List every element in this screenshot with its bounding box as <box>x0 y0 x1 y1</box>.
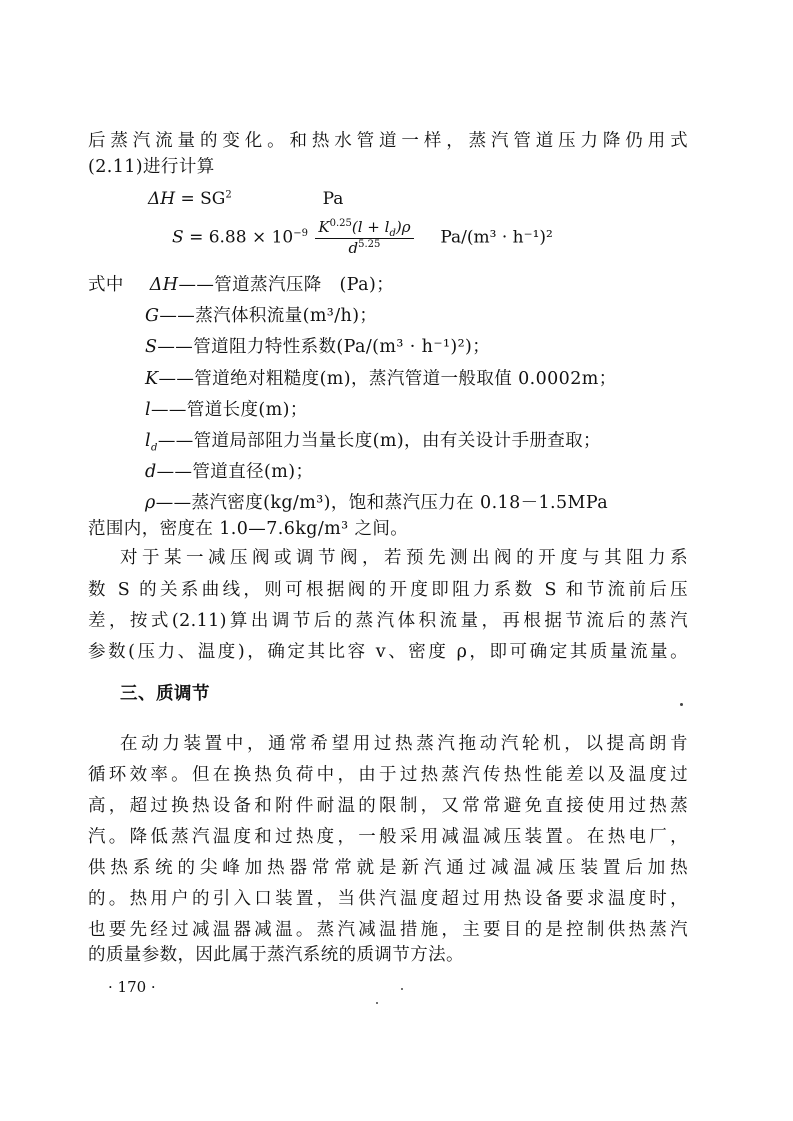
quality-line-4: 汽。降低蒸汽温度和过热度，一般采用减温减压装置。在热电厂， <box>88 827 688 847</box>
definition-row-2 <box>145 303 688 329</box>
definition-row-3 <box>145 334 688 360</box>
def-symbol-ld: l <box>145 431 151 451</box>
quality-line-3: 高，超过换热设备和附件耐温的限制，又常常避免直接使用过热蒸 <box>88 796 688 816</box>
def-symbol-d: d <box>145 462 157 482</box>
def-symbol-s: S <box>145 337 158 357</box>
valve-line-4: 参数(压力、温度)，确定其比容 v、密度 ρ，即可确定其质量流量。 <box>88 642 688 662</box>
valve-line-3: 差，按式(2.11)算出调节后的蒸汽体积流量，再根据节流后的蒸汽 <box>88 611 688 631</box>
definition-row-8 <box>145 490 688 516</box>
def-symbol-ld-sub: d <box>151 442 158 454</box>
quality-line-6: 的。热用户的引入口装置，当供汽温度超过用热设备要求温度时， <box>88 889 688 909</box>
def-symbol-delta-h: ΔH <box>149 275 179 295</box>
definition-row-1 <box>88 272 688 298</box>
formula2-coef: = 6.88 × 10 <box>189 227 294 248</box>
formula-pressure-drop <box>148 186 343 212</box>
def-text-delta-h: ——管道蒸汽压降 (Pa)； <box>178 275 395 295</box>
intro-line-1: 后蒸汽流量的变化。和热水管道一样，蒸汽管道压力降仍用式 <box>88 131 688 151</box>
definitions-intro: 式中 <box>88 275 124 295</box>
formula2-fraction <box>315 218 413 258</box>
def-symbol-k: K <box>145 369 159 389</box>
scan-speck <box>376 1002 378 1004</box>
def-text-k: ——管道绝对粗糙度(m)，蒸汽管道一般取值 0.0002m； <box>158 369 617 389</box>
formula1-exp: 2 <box>225 189 232 201</box>
definition-row-5 <box>145 397 688 423</box>
page-number: · 170 · <box>108 978 156 996</box>
formula2-unit: Pa/(m³ · h⁻¹)² <box>440 227 553 248</box>
quality-line-7: 也要先经过减温器减温。蒸汽减温措施，主要目的是控制供热蒸汽 <box>88 920 688 940</box>
section-heading: 三、质调节 <box>120 684 210 704</box>
def-symbol-rho: ρ <box>145 493 156 513</box>
formula2-denominator: $d^{5.25}$ <box>348 239 381 257</box>
formula1-lhs: ΔH <box>148 189 176 209</box>
quality-line-1: 在动力装置中，通常希望用过热蒸汽拖动汽轮机，以提高朗肯 <box>120 734 688 754</box>
scan-speck <box>680 703 683 706</box>
def-text-d: ——管道直径(m)； <box>156 462 314 482</box>
def-text-s: ——管道阻力特性系数(Pa/(m³ · h⁻¹)²)； <box>157 337 491 357</box>
def-text-l: ——管道长度(m)； <box>151 400 308 420</box>
def-symbol-l: l <box>145 400 151 420</box>
intro-line-2: (2.11)进行计算 <box>88 157 215 177</box>
formula-resistance <box>172 218 553 258</box>
definition-row-4 <box>145 366 688 392</box>
definition-row-6 <box>145 428 688 454</box>
valve-line-1: 对于某一减压阀或调节阀，若预先测出阀的开度与其阻力系 <box>120 548 688 568</box>
def-text-rho: ——蒸汽密度(kg/m³)，饱和蒸汽压力在 0.18－1.5MPa <box>155 493 609 513</box>
def-text-ld: ——管道局部阻力当量长度(m)，由有关设计手册查取； <box>157 431 601 451</box>
formula2-coef-exp: −9 <box>293 227 308 239</box>
formula1-unit: Pa <box>322 189 344 209</box>
def-symbol-g: G <box>145 306 160 326</box>
formula2-numerator: $K^{0.25}(l + l_d)\rho$ <box>315 218 413 239</box>
formula2-lhs: S <box>172 227 184 248</box>
definition-row-8-continued: 范围内，密度在 1.0—7.6kg/m³ 之间。 <box>88 519 409 539</box>
definition-row-7 <box>145 459 688 485</box>
def-text-g: ——蒸汽体积流量(m³/h)； <box>159 306 378 326</box>
formula1-rhs: = SG <box>180 189 226 209</box>
quality-line-8: 的质量参数，因此属于蒸汽系统的质调节方法。 <box>88 945 464 965</box>
quality-line-2: 循环效率。但在换热负荷中，由于过热蒸汽传热性能差以及温度过 <box>88 765 688 785</box>
quality-line-5: 供热系统的尖峰加热器常常就是新汽通过减温减压装置后加热 <box>88 858 688 878</box>
valve-line-2: 数 S 的关系曲线，则可根据阀的开度即阻力系数 S 和节流前后压 <box>88 580 688 600</box>
scan-speck <box>401 988 403 990</box>
